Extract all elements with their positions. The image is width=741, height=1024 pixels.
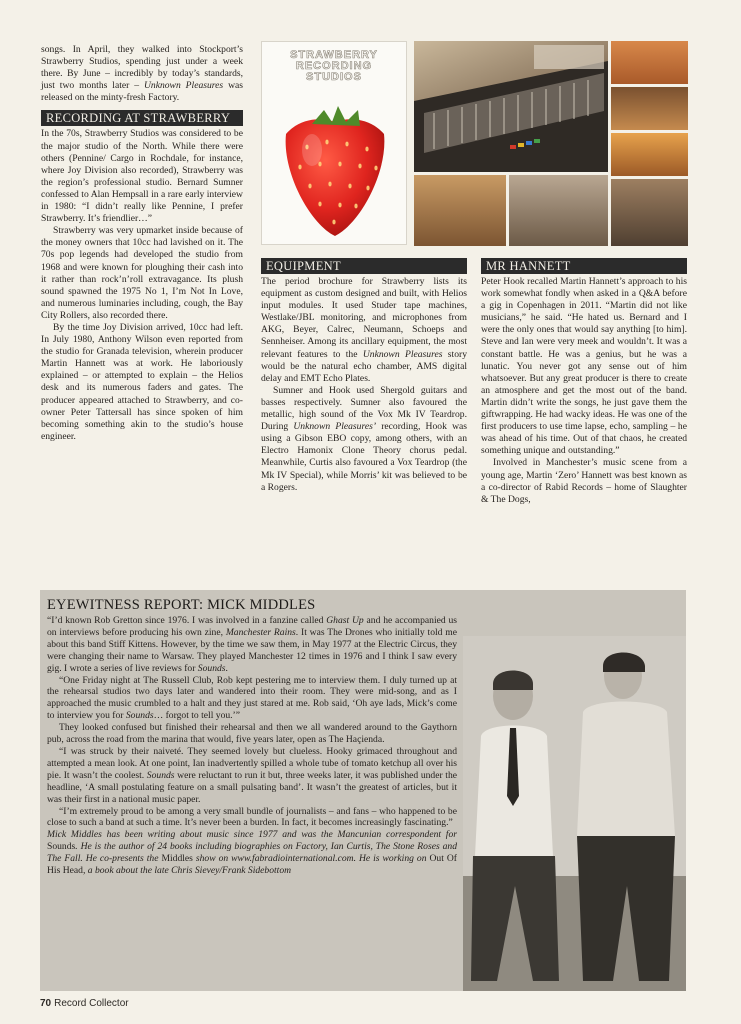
brochure-title-line: RECORDING [295,60,373,72]
brochure-title [262,50,406,83]
zine-title: Manchester Rains [225,626,296,638]
text-run: “I’d known Rob Gretton since 1976. I was involved in a fanzine called [47,615,327,626]
hannett-paragraph-2: Involved in Manchester’s music scene from a young age, Martin ‘Zero’ Hannett was best known as a co-director of Rabid Records – home of Slaughter & The Dogs, [481,457,687,505]
text-run: Mick Middles has been writing about music since 1977 and was the Mancunian correspondent for [47,829,457,841]
magazine-title: Sounds [197,662,226,674]
eyewitness-paragraph-5: “I’m extremely proud to be among a very small bundle of journalists – and fans – who happened to be close to such a band at such a time. It’s never been a burden. In fact, it becomes increasingly fascinating.” [47,805,457,829]
intro-text-end: was released on the minty-fresh Factory. [41,80,243,104]
text-run: Sumner and Hook used Shergold guitars and basses respectively. Sumner also favoured the metallic, high sound of the Vox Mk IV Teardrop. During [261,384,467,433]
magazine-title: Sounds [47,841,76,853]
band-members-photo [463,636,686,991]
intro-text: songs. In April, they walked into Stockport’s Strawberry Studios, spending just under a week there. By June – incredibly by today’s standards, just two months later – [41,44,243,92]
text-run: recording, Hook was using a Gibson EBO copy, among others, with an Electro Hamonix Clone Theory chorus pedal. Meanwhile, Curtis also favoured a Vox Teardrop (the Mk IV Special), while Morris’ kit was believed to be a Rogers. [261,421,467,493]
recording-paragraph-1: In the 70s, Strawberry Studios was considered to be the major studio of the North. While there were others (Pennine/ Cargo in Rochdale, for instance, where Joy Division also recorded), Strawberry was the region’s professional studio. Bernard Sumner confessed to Alan Hempsall in a rare early interview in 1980: “I didn’t really like Pennine, I prefer Strawberry. It’s friendlier…” [41,128,243,225]
hannett-paragraph-1: Peter Hook recalled Martin Hannett’s approach to his work somewhat fondly when asked in a Q&A before a gig in Copenhagen in 2011. “Martin did not like musicians,” he said. “He hated us. Bernard and I were the only ones that would say anything [to him]. Steve and Ian were very meek and wouldn’t. It was a constant battle. He was a genius, but he was a lunatic. You never got any sense out of him whatsoever. But any great producer is there to create an atmosphere and get the most out of the band. Martin didn’t write the songs, he just gave them the giftwrapping. He had wacky ideas. He was one of the first producers to use time lapse, echo, sampling – he was ahead of his time. Out of that chaos, he created something unique and outstanding.” [481,276,687,457]
text-run: “One Friday night at The Russell Club, Rob kept pestering me to interview them. I duly turned up at the rehearsal studios two days later and wandered into their room. They were mid-song, and as I approached the music crumbled to a halt and they just stared at me. Rob said, ‘Oh aye lads, Mick’s come to interview you for [47,674,457,722]
brochure-title-line: STUDIOS [306,71,362,83]
hannett-heading: MR HANNETT [481,258,687,274]
eyewitness-text [47,597,457,877]
text-run: show on www.fabradiointernational.com. He is working on [192,853,430,865]
text-run: . [225,662,228,674]
magazine-title: Sounds [125,710,154,722]
studio-room-photo [611,133,688,176]
strawberry-icon [272,102,398,242]
page-number: 70 [40,998,52,1009]
album-title: Unknown Pleasures’ [293,421,377,433]
column-middle [261,258,467,494]
text-run: , a book about the late Chris Sievey/Frank Sidebottom [82,865,292,877]
control-room-photo [414,175,506,246]
author-bio [47,829,457,877]
intro-paragraph [41,44,243,104]
text-run: The period brochure for Strawberry lists its equipment as custom designed and built, with Helios input modules. It used Studer tape machines, Westlake/JBL monitoring, and microphones from AKG, Beyer, Calrec, Neumann, Schoeps and Sennheiser. Among its ancillary equipment, the most relevant features to the [261,276,467,360]
strawberry-brochure-image [261,41,407,245]
text-run: story would be the natural echo chamber, AMS digital delay and EMT Echo Plates. [261,348,467,384]
equipment-paragraph-2 [261,385,467,494]
page-footer [40,998,129,1010]
text-run: … forgot to tell you.’” [153,710,241,722]
live-room-photo [611,179,688,246]
equipment-heading: EQUIPMENT [261,258,467,274]
studio-room-photo [611,41,688,84]
magazine-title: Sounds [146,769,175,781]
intro-album-title: Unknown Pleasures [143,80,224,92]
equipment-paragraph-1 [261,276,467,385]
recording-paragraph-2: Strawberry was very upmarket inside because of the money owners that 10cc had lavished on it. The 70s pop legends had developed the studio from 1968 and were known for ploughing their cash into it rather than rock’n’roll extravagance. Its plush sound spawned the 1975 No 1, I’m Not In Love, and numerous luminaries including, cough, the Bay City Rollers, also recorded there. [41,225,243,321]
eyewitness-paragraph-2 [47,675,457,723]
mixing-desk-photo [414,41,608,172]
magazine-name: Record Collector [54,998,129,1009]
eyewitness-paragraph-3: They looked confused but finished their rehearsal and then we all wandered around to the Gaythorn pub, across the road from the marina that would, five years later, open as The Haçienda. [47,722,457,746]
studio-photo-collage [414,41,688,246]
text-run: . It was The Drones who initially told me about this band Stiff Kittens. However, by the time we saw them, in May 1977 at the Electric Circus, they were changing their name to Warsaw. They played Manchester 12 times in 1976 and I think I saw every gig. I wrote a series of live reviews for [47,626,457,674]
text-run: and he accompanied us on interviews before producing his own zine, [47,615,458,638]
text-run: . He is the author of 24 books including biographies on Factory, Ian Curtis, The Stone Roses and The Fall. He co-presents the [47,841,457,865]
text-run: “I was struck by their naiveté. They seemed lovely but clueless. Hooky grimaced throughout and attempted a mean look. At one point, Ian inadvertently spilled a whole tube of tomato ketchup all over his pie. It wasn’t the coolest. [47,745,457,781]
brochure-title-line: STRAWBERRY [290,49,378,61]
album-title: Unknown Pleasures [362,348,443,360]
studio-room-photo [611,87,688,130]
book-title: Out Of His Head [47,853,457,877]
eyewitness-paragraph-1 [47,615,457,675]
lounge-photo [509,175,608,246]
fanzine-title: Ghast Up [326,615,364,626]
recording-paragraph-3: By the time Joy Division arrived, 10cc had left. In July 1980, Anthony Wilson even reported from the studio for Granada television, wherein producer Martin Hannett was at work. He laboriously explained – or attempted to explain – the Helios desk and its numerous faders and gates. The producer appeared attached to Strawberry, and co-owner Peter Tattersall has since spoken of him becoming something akin to the studio’s house engineer. [41,321,243,442]
text-run: were reluctant to run it but, three weeks later, it was published under the headline, ‘A small postulating feature on a small pulsating band’. It wasn’t the greatest of articles, but it was their first in a national music paper. [47,769,458,805]
column-right [481,258,687,506]
column-left [41,44,243,443]
show-title: Middles [161,853,193,865]
eyewitness-box [40,590,686,991]
eyewitness-paragraph-4 [47,746,457,806]
eyewitness-title: EYEWITNESS REPORT: MICK MIDDLES [47,597,316,613]
recording-heading: RECORDING AT STRAWBERRY [41,110,243,126]
